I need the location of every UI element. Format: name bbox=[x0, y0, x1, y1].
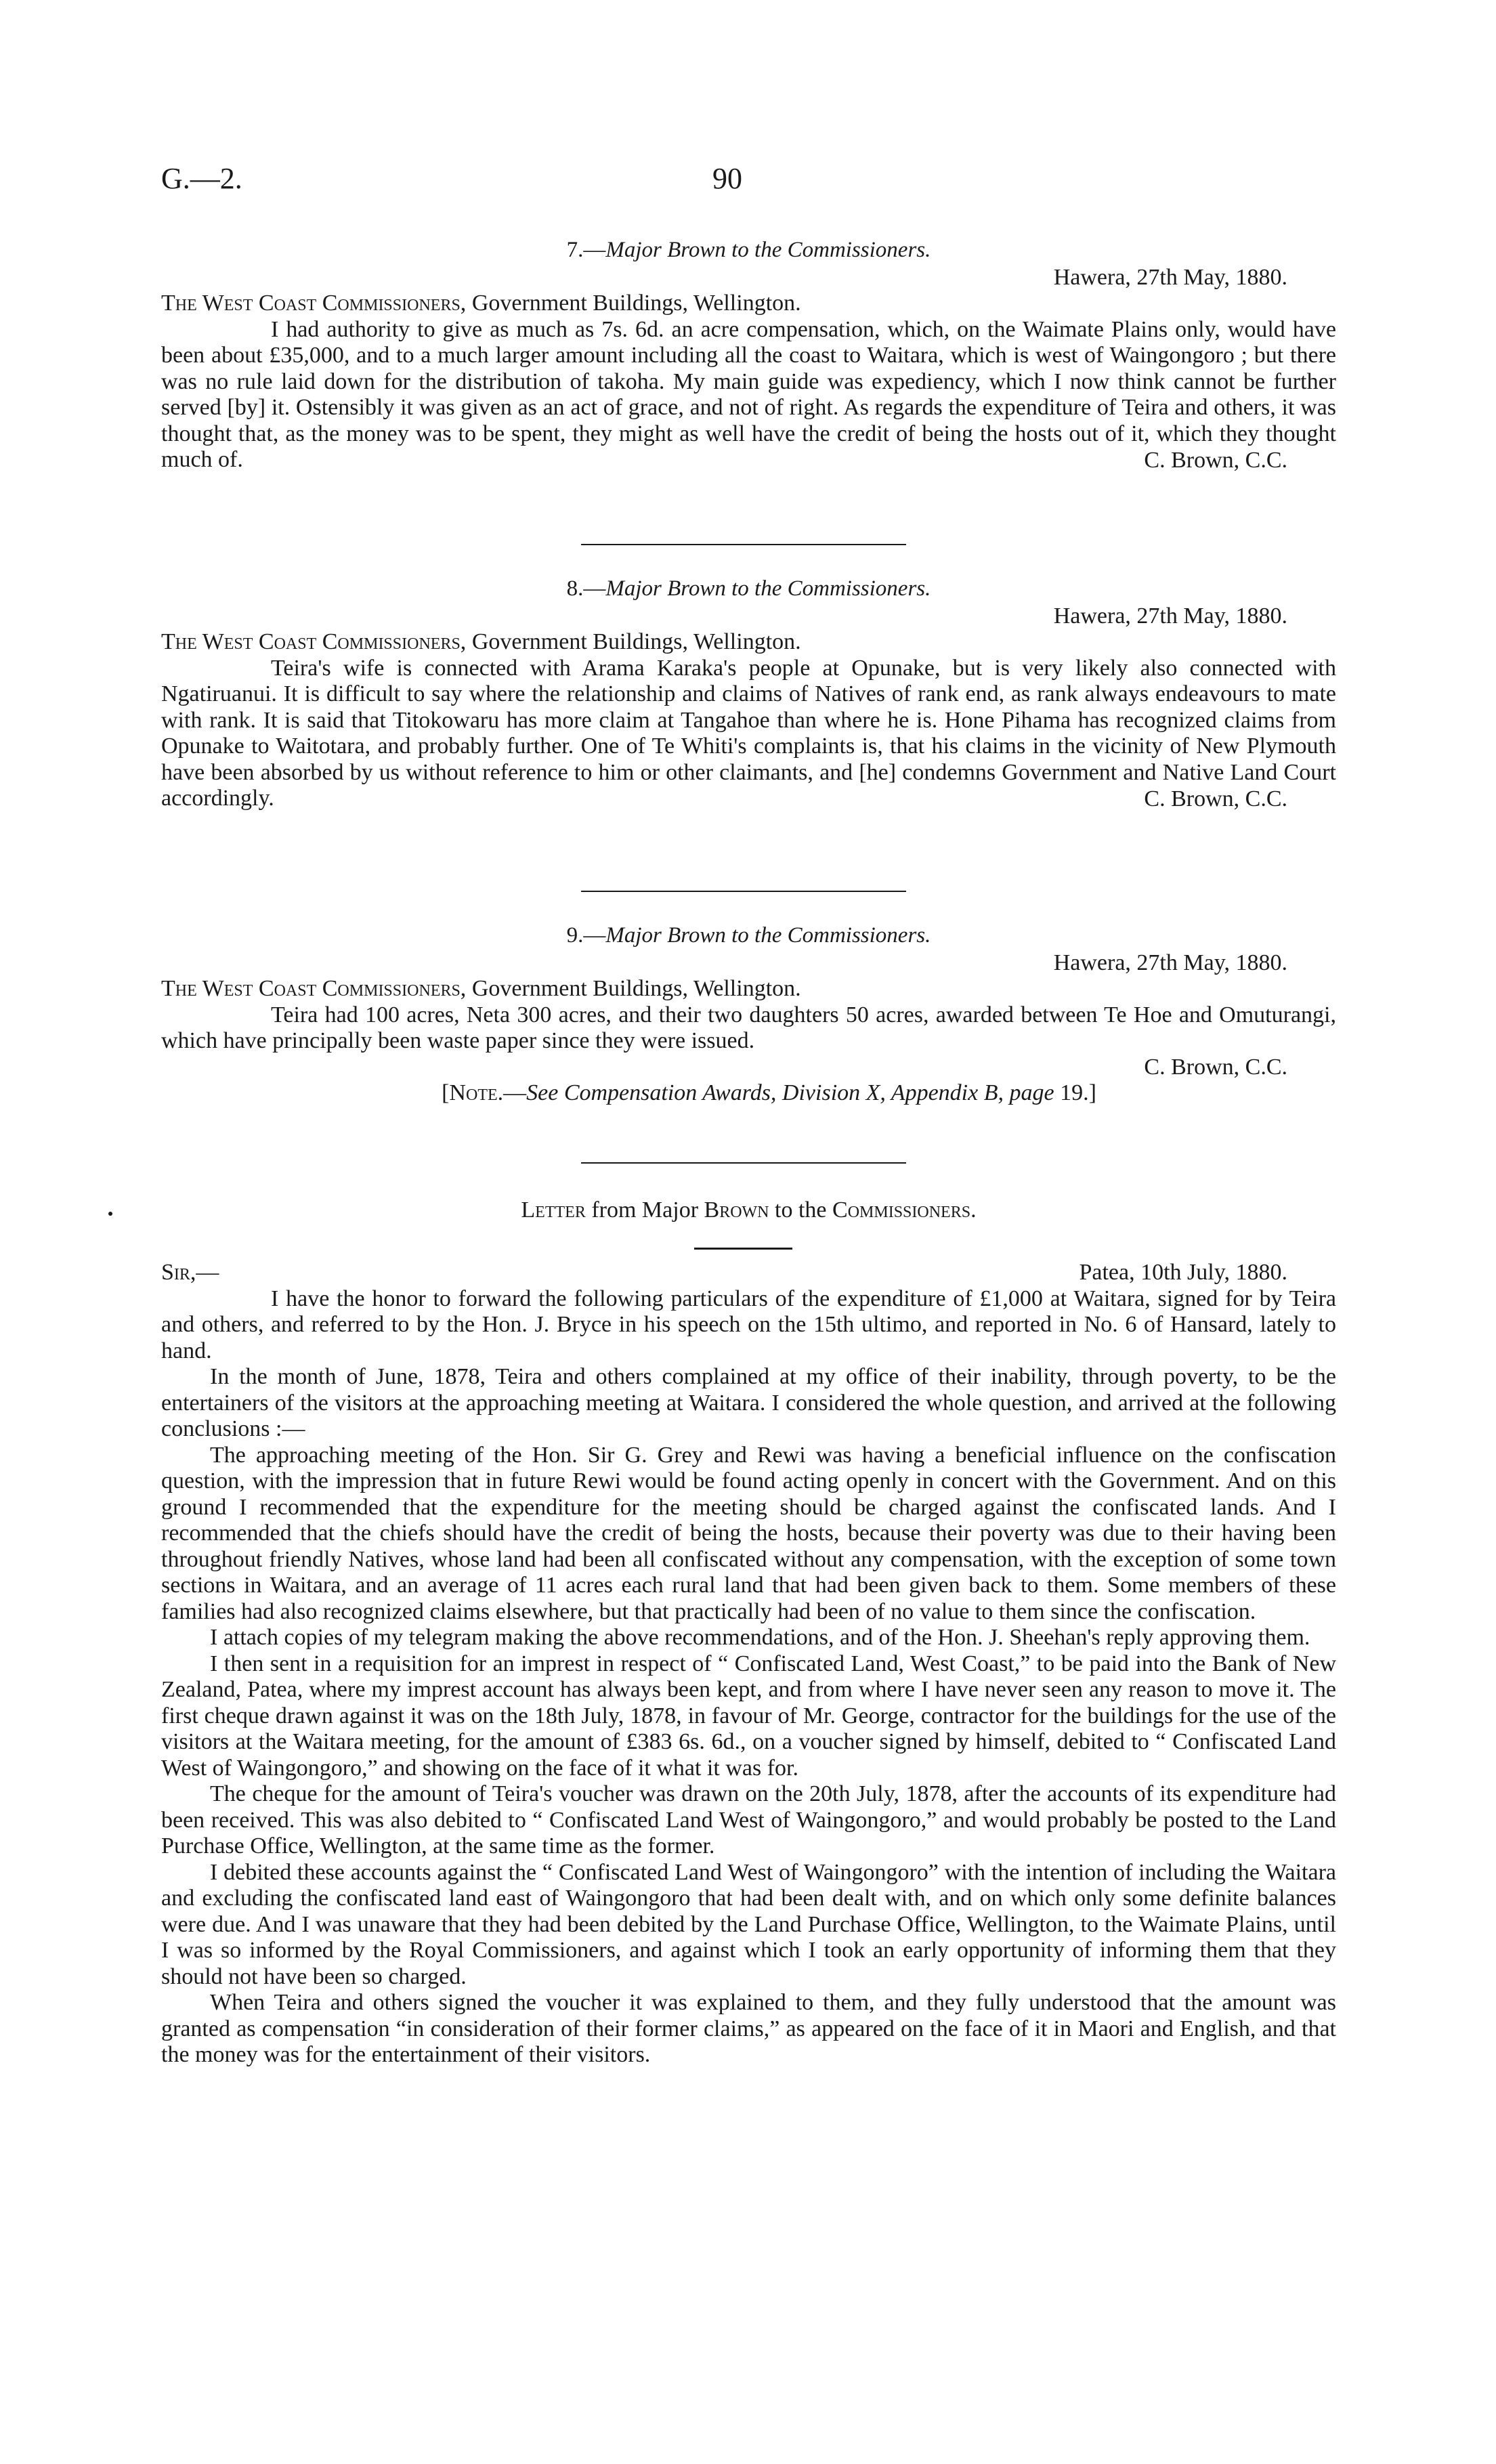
letter-8-title bbox=[161, 576, 1336, 602]
page-number: 90 bbox=[712, 162, 742, 195]
main-paragraph-3: The approaching meeting of the Hon. Sir G. Grey and Rewi was having a beneficial influence on the confiscation question, with the impression that in future Rewi would be found acting openly in concert with the Government. And on this ground I recommended that the expenditure for the meeting should be charged against the confiscated lands. And I recommended that the chiefs should have the credit of being the hosts, because their poverty was due to their having been throughout friendly Natives, whose land had been all confiscated without any compensation, with the exception of some town sections in Waitara, and an average of 11 acres each rural land that had been given back to them. Some members of these families had also recognized claims elsewhere, but that practically had been of no value to them since the confiscation. bbox=[161, 1442, 1336, 1624]
letter-9-title bbox=[161, 922, 1336, 949]
letter-7-dateline: Hawera, 27th May, 1880. bbox=[1053, 264, 1287, 290]
letter-8-addressee bbox=[161, 629, 1336, 656]
letter-7-number: 7.— bbox=[566, 238, 606, 262]
heading-brown: Brown bbox=[704, 1197, 769, 1223]
note-close: 19.] bbox=[1054, 1080, 1096, 1105]
letter-9-signature: C. Brown, C.C. bbox=[1144, 1054, 1287, 1080]
main-paragraph-7: I debited these accounts against the “ Confiscated Land West of Waingongoro” with the intention of including the Waitara and excluding the confiscated land east of Waingongoro that had been dealt with, and on which only some definite balances were due. And I was unaware that they had been debited by the Land Purchase Office, Wellington, to the Waimate Plains, until I was so informed by the Royal Commissioners, and against which I took an early opportunity of informing them that they should not have been so charged. bbox=[161, 1859, 1336, 1989]
main-paragraph-2: In the month of June, 1878, Teira and others complained at my office of their inability, through poverty, to be the entertainers of the visitors at the approaching meeting at Waitara. I considered the whole question, and arrived at the following conclusions :— bbox=[161, 1364, 1336, 1441]
divider-rule bbox=[581, 544, 906, 545]
main-letter-body bbox=[161, 1260, 1336, 2068]
note-text: See Compensation Awards, Division X, Appendix B, page bbox=[526, 1080, 1054, 1105]
main-paragraph-5: I then sent in a requisition for an imprest in respect of “ Confiscated Land, West Coast,” to be paid into the Bank of New Zealand, Patea, where my imprest account has always been kept, and from where I have never seen any reason to move it. The first cheque drawn against it was on the 18th July, 1878, in favour of Mr. George, contractor for the buildings for the use of the visitors at the Waitara meeting, for the amount of £383 6s. 6d., on a voucher signed by himself, debited to “ Confiscated Land West of Waingongoro,” and showing on the face of it what it was for. bbox=[161, 1651, 1336, 1781]
main-paragraph-4: I attach copies of my telegram making the above recommendations, and of the Hon. J. Sheehan's reply approving them. bbox=[210, 1625, 1310, 1650]
note-label: [Note.— bbox=[442, 1080, 527, 1105]
letter-8-number: 8.— bbox=[566, 576, 606, 601]
main-paragraph-1: I have the honor to forward the following particulars of the expenditure of £1,000 at Waitara, signed for by Teira and others, and referred to by the Hon. J. Bryce in his speech on the 15th ultimo, and reported in No. 6 of Hansard, lately to hand. bbox=[161, 1286, 1336, 1363]
salutation-row bbox=[161, 1260, 1336, 1286]
heading-to: to the bbox=[769, 1197, 833, 1223]
letter-9-note bbox=[161, 1080, 1336, 1107]
series-code: G.—2. bbox=[161, 162, 242, 195]
divider-rule bbox=[581, 891, 906, 892]
heading-letter-word: Letter bbox=[521, 1197, 586, 1223]
heading-underline bbox=[694, 1248, 792, 1250]
main-letter bbox=[161, 1197, 1336, 1224]
divider-rule bbox=[581, 1162, 906, 1164]
letter-9 bbox=[161, 922, 1336, 1107]
letter-8-dateline: Hawera, 27th May, 1880. bbox=[1053, 603, 1287, 629]
main-letter-heading bbox=[161, 1197, 1336, 1224]
letter-8 bbox=[161, 576, 1336, 812]
letter-8-signature: C. Brown, C.C. bbox=[1144, 786, 1287, 811]
letter-7-addressee-name: The West Coast Commissioners, bbox=[161, 291, 467, 316]
letter-9-dateline: Hawera, 27th May, 1880. bbox=[1053, 950, 1287, 975]
letter-7-title bbox=[161, 237, 1336, 263]
letter-9-title-text: Major Brown to the Commissioners. bbox=[605, 923, 931, 948]
letter-7-addressee-address: Government Buildings, Wellington. bbox=[466, 291, 801, 316]
letter-8-title-text: Major Brown to the Commissioners. bbox=[605, 576, 931, 601]
letter-7 bbox=[161, 237, 1336, 473]
letter-7-body-text: I had authority to give as much as 7s. 6d. an acre compensation, which, on the Waimate Plains only, would have been about £35,000, and to a much larger amount including all the coast to Waitara, which is west of Waingongoro ; but there was no rule laid down for the distribution of takoha. My main guide was expediency, which I now think cannot be further served [by] it. Ostensibly it was given as an act of grace, and not of right. As regards the expenditure of Teira and others, it was thought that, as the money was to be spent, they might as well have the credit of being the hosts out of it, which they thought much of. bbox=[161, 316, 1336, 472]
letter-7-signature: C. Brown, C.C. bbox=[1144, 447, 1287, 473]
letter-9-body bbox=[161, 1002, 1336, 1055]
salutation: Sir,— bbox=[161, 1260, 219, 1285]
heading-from: from Major bbox=[585, 1197, 704, 1223]
letter-7-addressee bbox=[161, 291, 1336, 317]
letter-8-addressee-address: Government Buildings, Wellington. bbox=[466, 629, 801, 654]
letter-9-addressee-name: The West Coast Commissioners, bbox=[161, 976, 467, 1001]
letter-9-number: 9.— bbox=[566, 923, 606, 948]
heading-commissioners: Commissioners. bbox=[832, 1197, 977, 1223]
main-letter-dateline: Patea, 10th July, 1880. bbox=[1079, 1260, 1287, 1285]
letter-8-addressee-name: The West Coast Commissioners, bbox=[161, 629, 467, 654]
main-paragraph-6: The cheque for the amount of Teira's voucher was drawn on the 20th July, 1878, after the accounts of its expenditure had been received. This was also debited to “ Confiscated Land West of Waingongoro,” and would probably be posted to the Land Purchase Office, Wellington, at the same time as the former. bbox=[161, 1781, 1336, 1858]
main-paragraph-8: When Teira and others signed the voucher it was explained to them, and they fully understood that the amount was granted as compensation “in consideration of their former claims,” as appeared on the face of it in Maori and English, and that the money was for the entertainment of their visitors. bbox=[161, 1990, 1336, 2067]
letter-8-body-text: Teira's wife is connected with Arama Karaka's people at Opunake, but is very likely also connected with Ngatiruanui. It is difficult to say where the relationship and claims of Natives of rank end, as rank always endeavours to mate with rank. It is said that Titokowaru has more claim at Tangahoe than where he is. Hone Pihama has recognized claims from Opunake to Waitotara, and probably further. One of Te Whiti's complaints is, that his claims in the vicinity of New Plymouth have been absorbed by us without reference to him or other claimants, and [he] condemns Government and Native Land Court accordingly. bbox=[161, 655, 1336, 811]
letter-9-body-text: Teira had 100 acres, Neta 300 acres, and their two daughters 50 acres, awarded between Te Hoe and Omuturangi, which have principally been waste paper since they were issued. bbox=[161, 1002, 1336, 1053]
letter-9-addressee-address: Government Buildings, Wellington. bbox=[466, 976, 801, 1001]
letter-7-title-text: Major Brown to the Commissioners. bbox=[605, 238, 931, 262]
letter-9-addressee bbox=[161, 976, 1336, 1002]
margin-mark bbox=[108, 1212, 112, 1216]
